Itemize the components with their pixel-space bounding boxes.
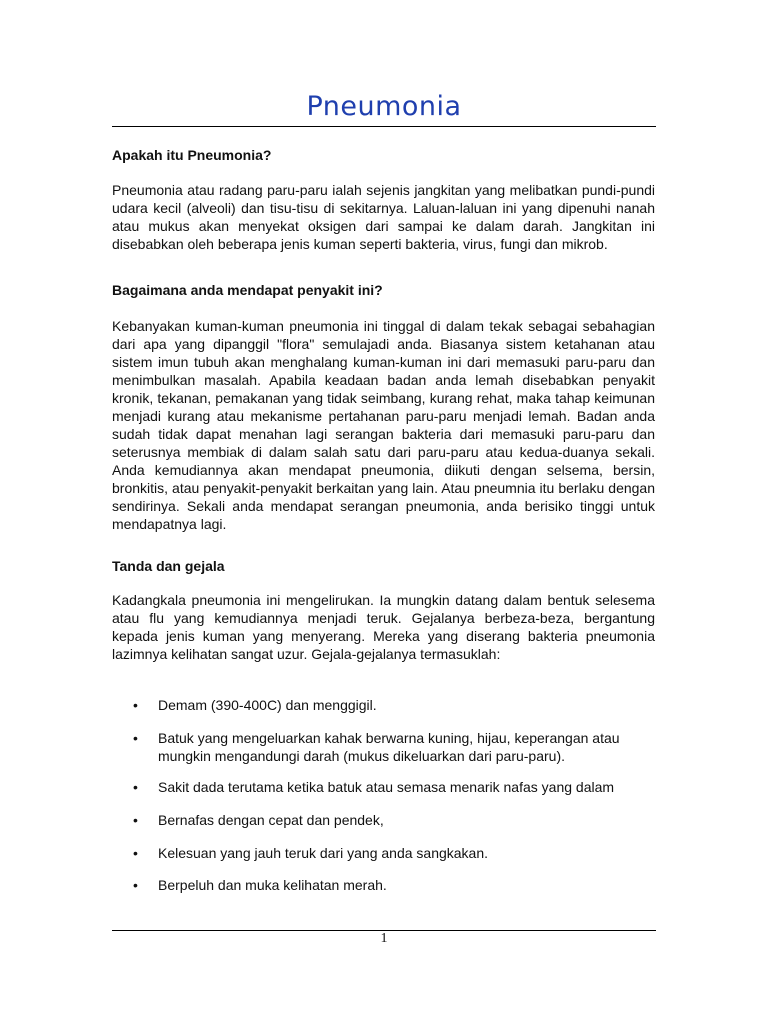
bullet-icon: • xyxy=(133,845,138,861)
bullet-icon: • xyxy=(133,779,138,795)
list-item-text: Kelesuan yang jauh teruk dari yang anda sangkakan. xyxy=(158,845,489,861)
bullet-icon: • xyxy=(133,697,138,713)
section-paragraph-symptoms: Kadangkala pneumonia ini mengelirukan. Ia mungkin datang dalam bentuk selesema atau flu yang kemudiannya menjadi teruk. Gejalanya berbeza-beza, bergantung kepada jenis kuman yang menyerang. Mereka yang diserang bakteria pneumonia lazimnya kelihatan sangat uzur. Gejala-gejalanya termasuklah: xyxy=(112,592,655,662)
list-item-text: Bernafas dengan cepat dan pendek, xyxy=(158,812,384,828)
section-heading-how: Bagaimana anda mendapat penyakit ini? xyxy=(112,282,383,298)
page-number: 1 xyxy=(380,931,388,946)
section-heading-symptoms: Tanda dan gejala xyxy=(112,558,225,574)
section-heading-what: Apakah itu Pneumonia? xyxy=(112,147,272,163)
list-item-text: Demam (390-400C) dan menggigil. xyxy=(158,697,377,713)
list-item-text: Berpeluh dan muka kelihatan merah. xyxy=(158,877,387,893)
section-paragraph-what: Pneumonia atau radang paru-paru ialah sejenis jangkitan yang melibatkan pundi-pundi udara kecil (alveoli) dan tisu-tisu di sekitarnya. Laluan-laluan ini yang dipenuhi nanah atau mukus akan menyekat oksigen dari sampai ke dalam darah. Jangkitan ini disebabkan oleh beberapa jenis kuman seperti bakteria, virus, fungi dan mikrob. xyxy=(112,182,655,252)
section-paragraph-how: Kebanyakan kuman-kuman pneumonia ini tinggal di dalam tekak sebagai sebahagian dari apa yang dipanggil "flora" semulajadi anda. Biasanya sistem ketahanan atau sistem imun tubuh akan menghalang kuman-kuman ini dari memasuki paru-paru dan menimbulkan masalah. Apabila keadaan badan anda lemah disebabkan penyakit kronik, tekanan, pemakanan yang tidak seimbang, kurang rehat, maka tahap keimunan menjadi kurang atau mekanisme pertahanan paru-paru menjadi lemah. Badan anda sudah tidak dapat menahan lagi serangan bakteria dari memasuki paru-paru dan seterusnya membiak di dalam salah satu dari paru-paru atau kedua-duanya sekali. Anda kemudiannya akan mendapat pneumonia, diikuti dengan selsema, bersin, bronkitis, atau penyakit-penyakit berkaitan yang lain. Atau pneumnia itu berlaku dengan sendirinya. Sekali anda mendapat serangan pneumonia, anda berisiko tinggi untuk mendapatnya lagi. xyxy=(112,318,655,532)
bullet-icon: • xyxy=(133,730,138,746)
list-item-text: Batuk yang mengeluarkan kahak berwarna kuning, hijau, keperangan atau mungkin mengandungi darah (mukus dikeluarkan dari paru-paru). xyxy=(158,730,620,764)
list-item-text: Sakit dada terutama ketika batuk atau semasa menarik nafas yang dalam xyxy=(158,779,615,795)
bullet-icon: • xyxy=(133,812,138,828)
bullet-icon: • xyxy=(133,877,138,893)
title-divider xyxy=(112,126,656,127)
page-title: Pneumonia xyxy=(306,91,462,122)
